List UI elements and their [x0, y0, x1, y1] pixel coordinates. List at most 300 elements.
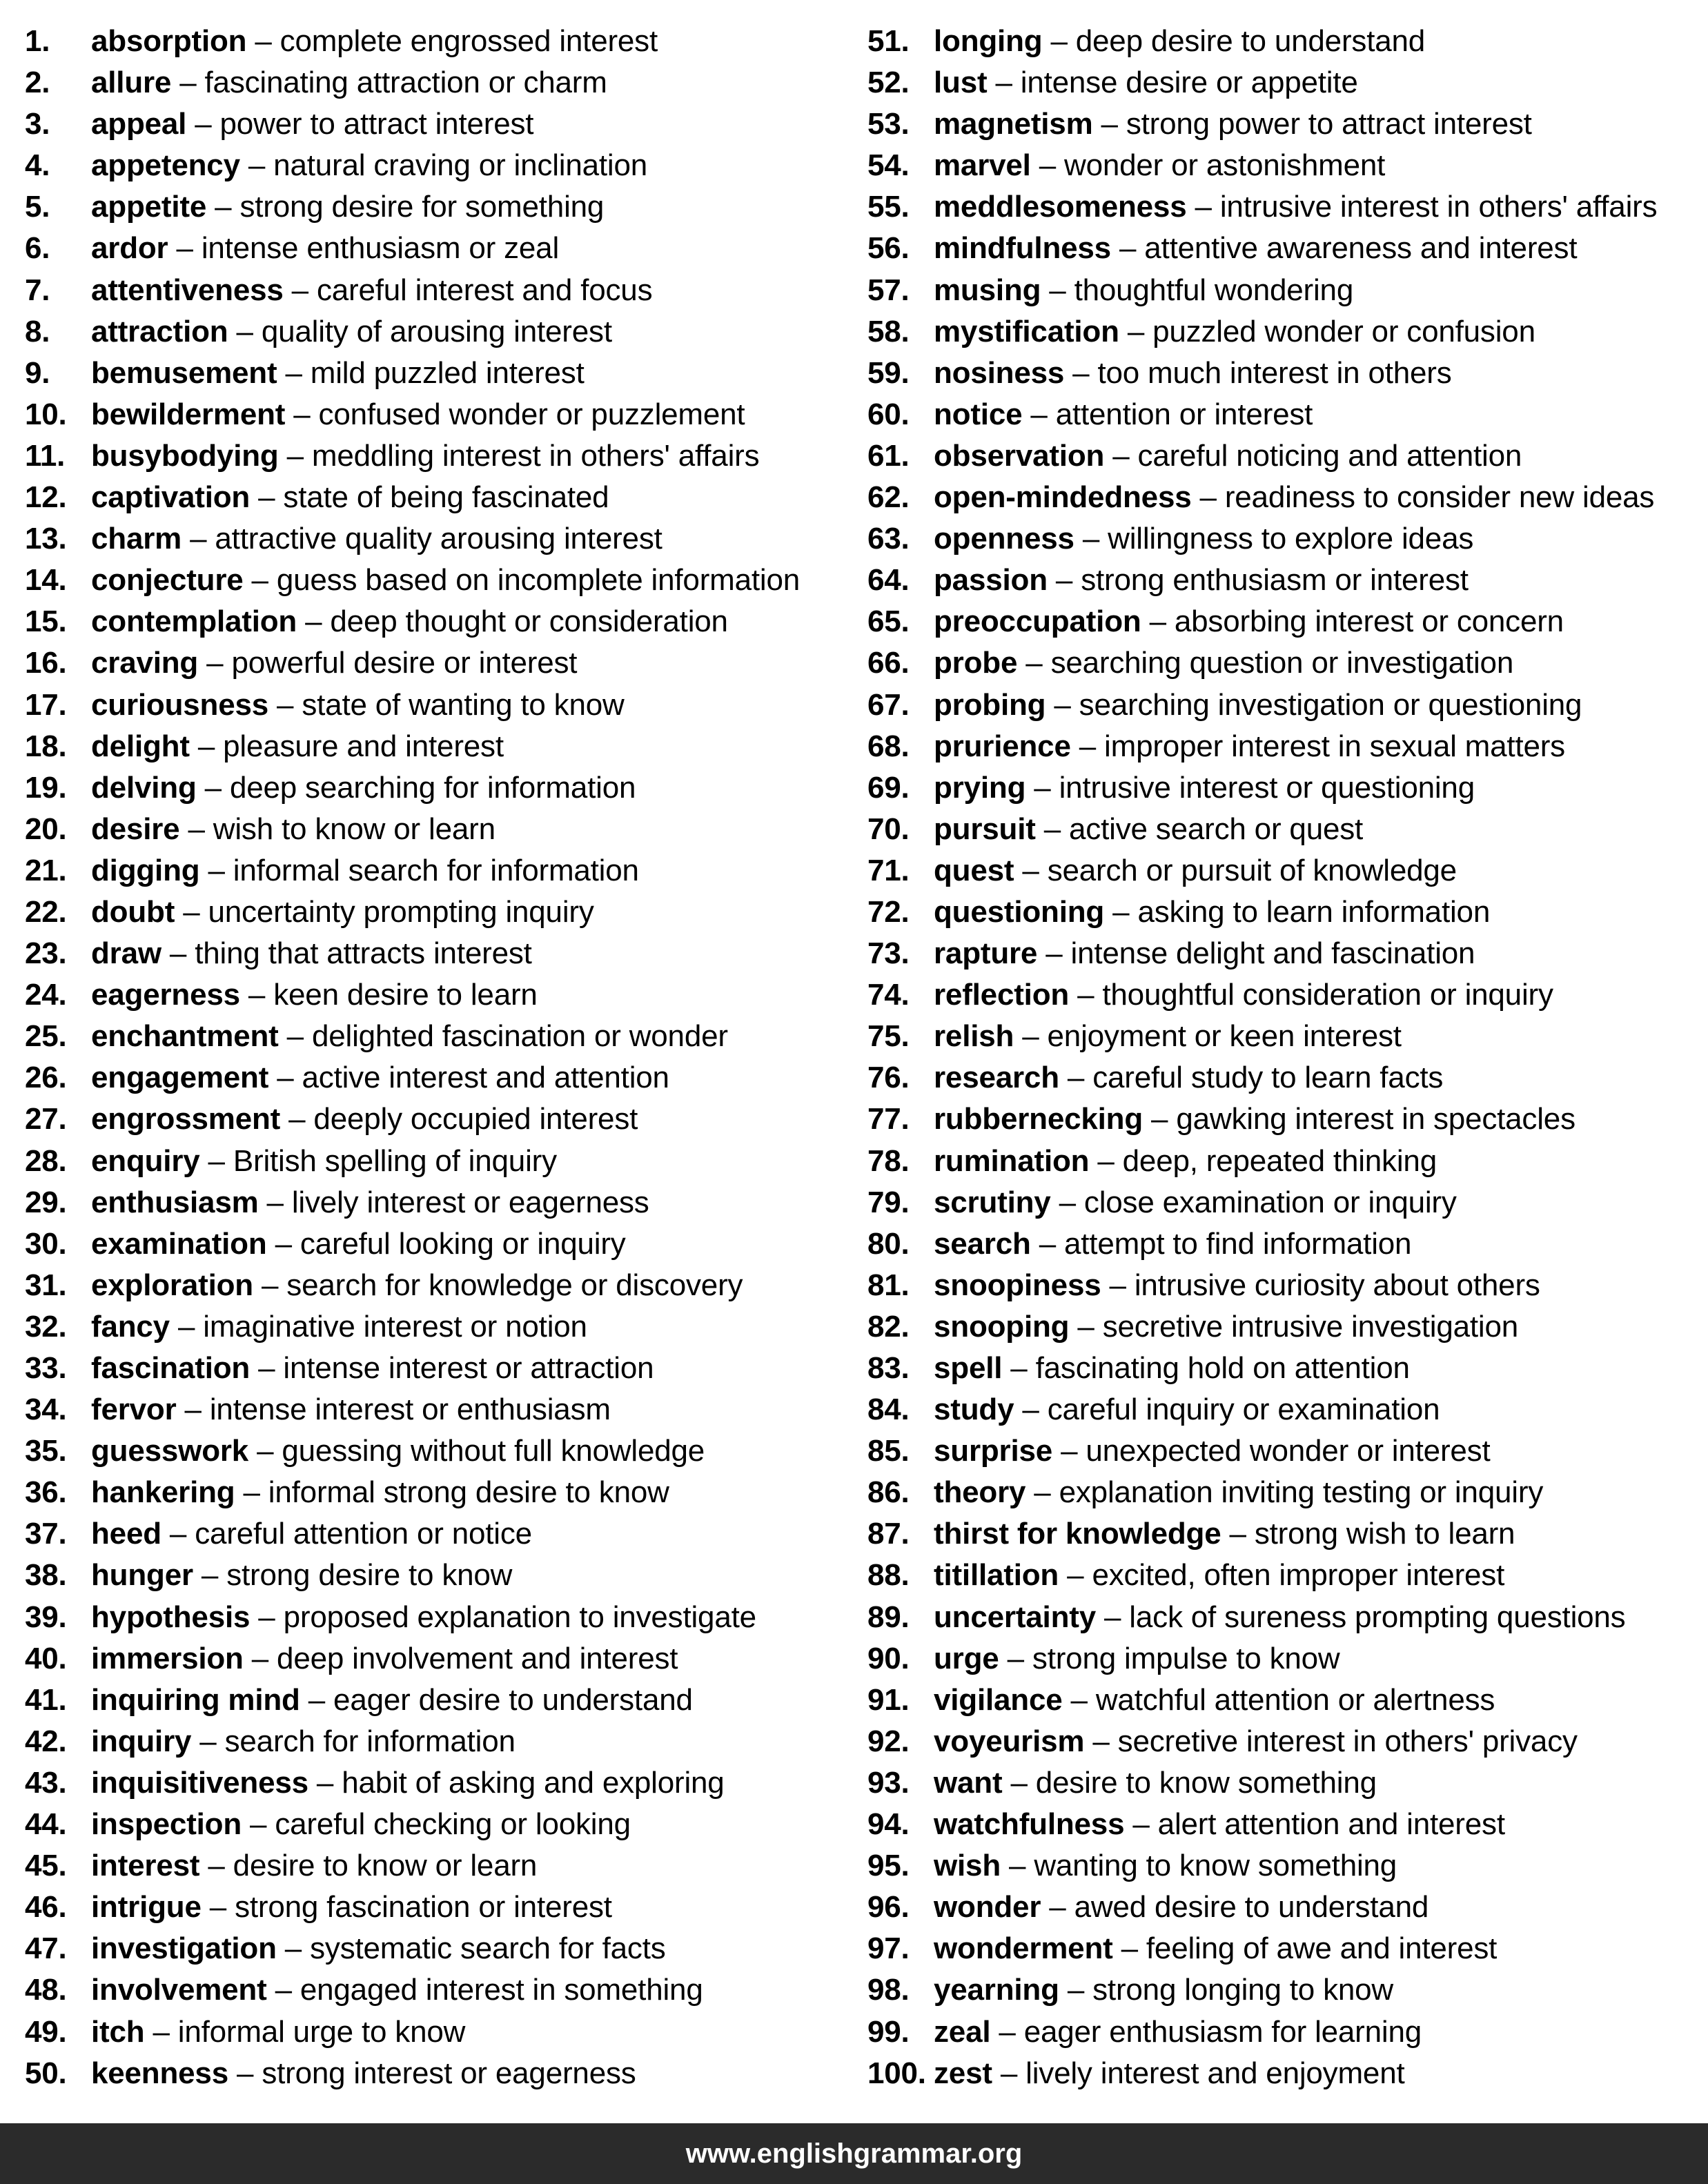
item-text: [91, 1845, 537, 1887]
list-item: [867, 2053, 1696, 2094]
list-item: [867, 1472, 1696, 1513]
list-item: [867, 1804, 1696, 1845]
item-term: delving: [91, 770, 197, 805]
item-text: [934, 1721, 1578, 1762]
item-definition: deep involvement and interest: [277, 1641, 678, 1675]
item-number: 93.: [867, 1765, 910, 1800]
item-text: [91, 145, 647, 186]
list-item: [867, 311, 1696, 353]
item-separator: –: [266, 1226, 300, 1261]
item-text: [934, 1680, 1495, 1721]
item-number: 21.: [25, 853, 67, 887]
item-number: 25.: [25, 1019, 67, 1054]
item-number: 47.: [25, 1931, 67, 1966]
item-term: yearning: [934, 1973, 1059, 2007]
list-item: [25, 974, 853, 1016]
item-definition: strong wish to learn: [1254, 1517, 1515, 1551]
item-term: appetite: [91, 190, 207, 224]
item-number: 43.: [25, 1765, 67, 1800]
item-text: [934, 1887, 1429, 1928]
item-separator: –: [1017, 646, 1051, 680]
list-item: [25, 145, 853, 186]
item-text: [91, 1348, 654, 1389]
item-term: rapture: [934, 936, 1038, 971]
list-item: [25, 1680, 853, 1721]
list-item: [25, 477, 853, 518]
item-text: [934, 601, 1564, 642]
item-separator: –: [250, 1351, 284, 1385]
item-definition: attention or interest: [1055, 397, 1313, 431]
item-number: 84.: [867, 1393, 910, 1427]
item-separator: –: [248, 1434, 282, 1468]
item-term: contemplation: [91, 604, 297, 639]
item-text: [934, 1513, 1515, 1555]
item-definition: engaged interest in something: [300, 1973, 703, 2007]
item-term: snoopiness: [934, 1268, 1101, 1302]
item-number: 6.: [25, 231, 50, 266]
item-separator: –: [228, 2056, 262, 2090]
item-term: rubbernecking: [934, 1102, 1143, 1137]
item-number: 91.: [867, 1682, 910, 1717]
item-number: 48.: [25, 1973, 67, 2007]
list-item: [867, 1306, 1696, 1348]
list-item: [25, 1348, 853, 1389]
list-item: [25, 1430, 853, 1472]
item-term: probing: [934, 687, 1046, 722]
item-number: 14.: [25, 563, 67, 598]
item-text: [91, 1969, 703, 2011]
item-number: 16.: [25, 646, 67, 680]
item-term: musing: [934, 273, 1041, 307]
list-item: [867, 892, 1696, 933]
item-term: immersion: [91, 1641, 244, 1675]
item-term: hypothesis: [91, 1600, 251, 1634]
word-list: [0, 21, 1708, 2091]
item-separator: –: [1014, 1019, 1048, 1054]
item-term: wish: [934, 1849, 1001, 1883]
item-number: 35.: [25, 1434, 67, 1468]
item-separator: –: [171, 66, 205, 100]
list-item: [867, 477, 1696, 518]
item-number: 56.: [867, 231, 910, 266]
item-definition: complete engrossed interest: [279, 24, 658, 58]
item-text: [91, 809, 495, 850]
list-item: [25, 933, 853, 974]
item-definition: search for knowledge or discovery: [286, 1268, 743, 1302]
item-definition: careful noticing and attention: [1137, 438, 1522, 473]
item-text: [91, 1182, 649, 1223]
list-item: [867, 1265, 1696, 1306]
list-item: [25, 1389, 853, 1430]
item-term: open-mindedness: [934, 480, 1192, 515]
list-item: [867, 1513, 1696, 1555]
item-term: mystification: [934, 314, 1119, 348]
list-item: [867, 809, 1696, 850]
item-definition: delighted fascination or wonder: [311, 1019, 728, 1054]
list-item: [867, 1762, 1696, 1804]
item-text: [91, 1555, 512, 1596]
item-term: search: [934, 1226, 1031, 1261]
item-number: 64.: [867, 563, 910, 598]
item-text: [91, 1223, 626, 1265]
list-item: [867, 1887, 1696, 1928]
item-text: [91, 974, 538, 1016]
item-definition: desire to know something: [1035, 1765, 1377, 1800]
item-definition: lively interest or eagerness: [291, 1185, 649, 1219]
item-number: 92.: [867, 1724, 910, 1758]
item-text: [91, 62, 607, 104]
list-item: [867, 1845, 1696, 1887]
list-item: [25, 1472, 853, 1513]
item-term: bemusement: [91, 355, 277, 390]
item-definition: careful study to learn facts: [1092, 1061, 1444, 1095]
item-number: 83.: [867, 1351, 910, 1385]
word-list-right-column: [867, 21, 1696, 2094]
item-text: [91, 1430, 705, 1472]
item-term: allure: [91, 66, 172, 100]
item-term: research: [934, 1061, 1059, 1095]
item-term: fascination: [91, 1351, 251, 1385]
item-definition: intrusive interest or questioning: [1059, 770, 1475, 805]
item-separator: –: [176, 1393, 210, 1427]
item-term: voyeurism: [934, 1724, 1085, 1758]
item-separator: –: [1095, 1600, 1130, 1634]
item-text: [934, 1430, 1491, 1472]
item-number: 4.: [25, 148, 50, 183]
item-text: [934, 1223, 1411, 1265]
list-item: [867, 1928, 1696, 1969]
list-item: [867, 1057, 1696, 1099]
item-text: [91, 21, 658, 62]
item-number: 63.: [867, 522, 910, 556]
item-separator: –: [280, 1102, 314, 1137]
item-definition: informal strong desire to know: [268, 1475, 669, 1510]
list-item: [867, 186, 1696, 228]
item-text: [934, 477, 1654, 518]
list-item: [25, 1928, 853, 1969]
item-number: 8.: [25, 314, 50, 348]
item-number: 90.: [867, 1641, 910, 1675]
item-definition: feeling of awe and interest: [1146, 1931, 1498, 1966]
item-definition: gawking interest in spectacles: [1176, 1102, 1576, 1137]
item-separator: –: [161, 936, 195, 971]
item-term: passion: [934, 563, 1048, 598]
item-number: 9.: [25, 355, 50, 390]
item-number: 39.: [25, 1600, 67, 1634]
item-number: 40.: [25, 1641, 67, 1675]
item-term: delight: [91, 729, 190, 763]
footer-url: www.englishgrammar.org: [685, 2138, 1023, 2169]
list-item: [25, 1887, 853, 1928]
item-number: 71.: [867, 853, 910, 887]
item-number: 34.: [25, 1393, 67, 1427]
item-number: 37.: [25, 1517, 67, 1551]
list-item: [25, 1141, 853, 1182]
item-definition: lack of sureness prompting questions: [1129, 1600, 1626, 1634]
item-definition: awed desire to understand: [1074, 1890, 1429, 1925]
item-number: 85.: [867, 1434, 910, 1468]
list-item: [25, 892, 853, 933]
item-term: longing: [934, 24, 1043, 58]
item-term: desire: [91, 811, 180, 846]
list-item: [25, 270, 853, 311]
item-number: 54.: [867, 148, 910, 183]
item-definition: habit of asking and exploring: [342, 1765, 725, 1800]
item-text: [934, 435, 1522, 477]
word-list-left-column: [25, 21, 853, 2094]
item-text: [934, 1141, 1437, 1182]
list-item: [25, 1016, 853, 1057]
item-number: 49.: [25, 2014, 67, 2049]
item-separator: –: [1110, 231, 1145, 266]
item-term: theory: [934, 1475, 1026, 1510]
item-definition: natural craving or inclination: [273, 148, 648, 183]
item-separator: –: [1042, 24, 1076, 58]
list-item: [867, 435, 1696, 477]
item-text: [91, 685, 625, 726]
item-separator: –: [1084, 1724, 1118, 1758]
item-separator: –: [276, 1931, 311, 1966]
list-item: [867, 726, 1696, 767]
item-definition: keen desire to learn: [273, 978, 538, 1012]
item-term: captivation: [91, 480, 251, 515]
item-number: 26.: [25, 1061, 67, 1095]
item-text: [934, 104, 1532, 145]
item-number: 72.: [867, 894, 910, 929]
item-separator: –: [258, 1185, 292, 1219]
list-item: [25, 353, 853, 394]
list-item: [25, 1265, 853, 1306]
item-term: prying: [934, 770, 1026, 805]
item-number: 18.: [25, 729, 67, 763]
item-text: [934, 1597, 1625, 1638]
item-text: [934, 1265, 1540, 1306]
item-separator: –: [1025, 770, 1059, 805]
item-number: 75.: [867, 1019, 910, 1054]
item-separator: –: [1112, 1931, 1146, 1966]
item-text: [91, 394, 745, 435]
item-text: [91, 270, 652, 311]
item-term: magnetism: [934, 107, 1093, 141]
item-separator: –: [1022, 397, 1056, 431]
item-term: quest: [934, 853, 1014, 887]
item-definition: fascinating hold on attention: [1035, 1351, 1410, 1385]
list-item: [25, 1182, 853, 1223]
item-term: guesswork: [91, 1434, 249, 1468]
item-definition: careful interest and focus: [316, 273, 653, 307]
item-term: engagement: [91, 1061, 269, 1095]
item-separator: –: [1041, 273, 1074, 307]
list-item: [867, 767, 1696, 809]
item-definition: systematic search for facts: [310, 1931, 666, 1966]
item-definition: readiness to consider new ideas: [1224, 480, 1655, 515]
item-number: 29.: [25, 1185, 67, 1219]
list-item: [867, 228, 1696, 269]
item-separator: –: [179, 811, 213, 846]
item-term: surprise: [934, 1434, 1053, 1468]
item-definition: close examination or inquiry: [1083, 1185, 1457, 1219]
item-number: 10.: [25, 397, 67, 431]
item-term: scrutiny: [934, 1185, 1051, 1219]
list-item: [867, 1638, 1696, 1680]
item-term: attentiveness: [91, 273, 284, 307]
list-item: [25, 228, 853, 269]
item-term: absorption: [91, 24, 247, 58]
item-separator: –: [1059, 1973, 1093, 2007]
item-number: 42.: [25, 1724, 67, 1758]
item-term: enchantment: [91, 1019, 279, 1054]
item-separator: –: [1104, 894, 1138, 929]
item-definition: mild puzzled interest: [310, 355, 585, 390]
item-text: [934, 1348, 1410, 1389]
item-separator: –: [193, 1558, 227, 1593]
item-term: watchfulness: [934, 1807, 1125, 1842]
list-item: [867, 850, 1696, 892]
item-definition: eager enthusiasm for learning: [1023, 2014, 1422, 2049]
item-definition: searching investigation or questioning: [1079, 687, 1582, 722]
item-text: [934, 62, 1358, 104]
item-number: 66.: [867, 646, 910, 680]
list-item: [867, 560, 1696, 601]
list-item: [867, 974, 1696, 1016]
item-separator: –: [201, 1890, 235, 1925]
list-item: [25, 726, 853, 767]
list-item: [867, 394, 1696, 435]
item-term: itch: [91, 2014, 145, 2049]
item-separator: –: [186, 107, 220, 141]
item-number: 98.: [867, 1973, 910, 2007]
item-text: [934, 726, 1565, 767]
item-definition: fascinating attraction or charm: [204, 66, 607, 100]
item-number: 51.: [867, 24, 910, 58]
list-item: [25, 186, 853, 228]
item-number: 7.: [25, 273, 50, 307]
item-definition: intense desire or appetite: [1020, 66, 1358, 100]
item-term: inspection: [91, 1807, 242, 1842]
item-separator: –: [992, 2056, 1026, 2090]
item-term: intrigue: [91, 1890, 202, 1925]
item-definition: imaginative interest or notion: [203, 1309, 587, 1344]
item-definition: alert attention and interest: [1157, 1807, 1505, 1842]
list-item: [25, 435, 853, 477]
item-separator: –: [198, 646, 232, 680]
item-definition: watchful attention or alertness: [1095, 1682, 1495, 1717]
item-term: hunger: [91, 1558, 193, 1593]
item-text: [91, 518, 662, 560]
list-item: [25, 1721, 853, 1762]
item-term: fervor: [91, 1393, 177, 1427]
item-number: 15.: [25, 604, 67, 639]
item-number: 59.: [867, 355, 910, 390]
item-text: [934, 560, 1469, 601]
item-number: 32.: [25, 1309, 67, 1344]
item-definition: strong desire for something: [239, 190, 605, 224]
item-definition: guess based on incomplete information: [276, 563, 801, 598]
list-item: [867, 1348, 1696, 1389]
item-separator: –: [1069, 978, 1103, 1012]
item-separator: –: [250, 480, 284, 515]
item-definition: strong impulse to know: [1032, 1641, 1340, 1675]
item-definition: attractive quality arousing interest: [215, 522, 662, 556]
item-number: 1.: [25, 24, 50, 58]
item-term: rumination: [934, 1143, 1090, 1178]
item-number: 62.: [867, 480, 910, 515]
item-separator: –: [999, 1641, 1032, 1675]
item-number: 80.: [867, 1226, 910, 1261]
list-item: [25, 1804, 853, 1845]
list-item: [25, 311, 853, 353]
item-definition: British spelling of inquiry: [233, 1143, 557, 1178]
list-item: [25, 850, 853, 892]
item-separator: –: [990, 2014, 1024, 2049]
item-separator: –: [253, 1268, 287, 1302]
item-text: [934, 1555, 1504, 1596]
item-separator: –: [199, 853, 233, 887]
item-term: urge: [934, 1641, 999, 1675]
item-separator: –: [228, 314, 262, 348]
item-term: inquiry: [91, 1724, 192, 1758]
item-term: busybodying: [91, 438, 279, 473]
item-definition: strong interest or eagerness: [262, 2056, 636, 2090]
item-number: 31.: [25, 1268, 67, 1302]
item-text: [934, 1057, 1443, 1099]
item-definition: deep searching for information: [229, 770, 636, 805]
item-definition: careful checking or looking: [275, 1807, 631, 1842]
item-number: 67.: [867, 687, 910, 722]
item-text: [934, 2053, 1405, 2094]
item-term: enthusiasm: [91, 1185, 259, 1219]
item-text: [91, 477, 609, 518]
item-definition: strong enthusiasm or interest: [1081, 563, 1469, 598]
item-term: mindfulness: [934, 231, 1111, 266]
item-number: 36.: [25, 1475, 67, 1510]
item-text: [91, 601, 728, 642]
item-definition: meddling interest in others' affairs: [311, 438, 760, 473]
item-text: [934, 1804, 1505, 1845]
list-item: [25, 1762, 853, 1804]
item-term: appetency: [91, 148, 240, 183]
item-separator: –: [1064, 355, 1098, 390]
item-number: 55.: [867, 190, 910, 224]
item-separator: –: [1035, 811, 1070, 846]
item-number: 78.: [867, 1143, 910, 1178]
item-separator: –: [199, 1143, 233, 1178]
item-term: observation: [934, 438, 1105, 473]
list-item: [867, 21, 1696, 62]
item-definition: active search or quest: [1069, 811, 1364, 846]
item-number: 79.: [867, 1185, 910, 1219]
item-definition: absorbing interest or concern: [1174, 604, 1564, 639]
list-item: [25, 518, 853, 560]
item-term: examination: [91, 1226, 267, 1261]
list-item: [867, 1680, 1696, 1721]
item-text: [91, 1141, 557, 1182]
item-definition: searching question or investigation: [1050, 646, 1514, 680]
item-definition: too much interest in others: [1097, 355, 1452, 390]
item-term: appeal: [91, 107, 187, 141]
item-definition: search for information: [224, 1724, 516, 1758]
item-definition: willingness to explore ideas: [1108, 522, 1474, 556]
item-term: relish: [934, 1019, 1014, 1054]
item-number: 23.: [25, 936, 67, 971]
item-separator: –: [1119, 314, 1153, 348]
item-number: 97.: [867, 1931, 910, 1966]
item-definition: strong power to attract interest: [1126, 107, 1532, 141]
list-item: [25, 685, 853, 726]
item-text: [91, 1762, 725, 1804]
item-definition: secretive interest in others' privacy: [1117, 1724, 1578, 1758]
item-term: reflection: [934, 978, 1070, 1012]
